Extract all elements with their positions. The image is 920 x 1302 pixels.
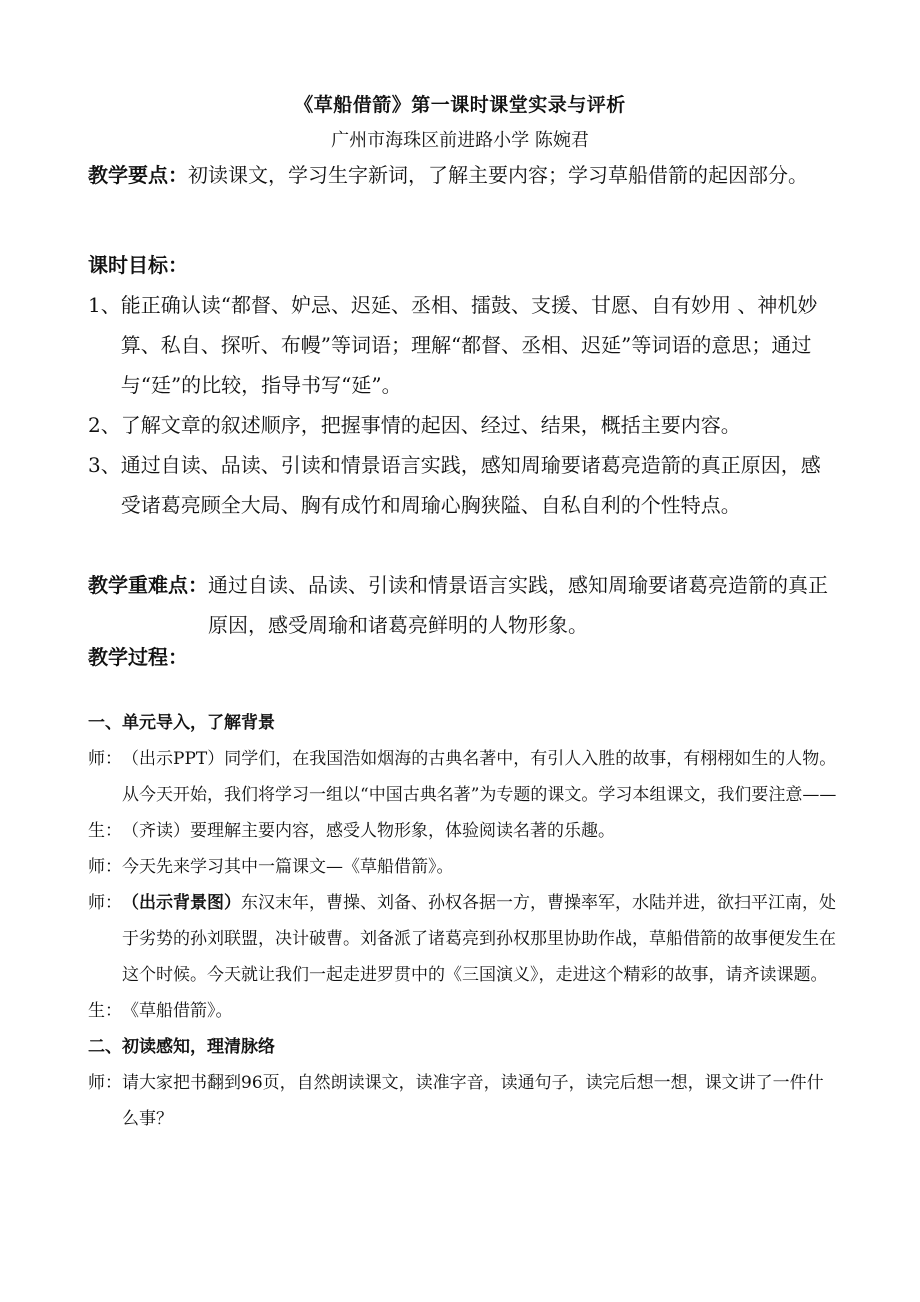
dialog-line <box>88 741 838 813</box>
author-line: 广州市海珠区前进路小学 陈婉君 <box>331 130 589 151</box>
objectives <box>88 245 838 525</box>
objective-text: 了解文章的叙述顺序，把握事情的起因、经过、结果，概括主要内容。 <box>120 413 741 437</box>
dialog-bold-prefix: （出示背景图） <box>122 893 241 913</box>
objective-number: 3、 <box>88 453 121 477</box>
difficulty-label: 教学重难点： <box>88 573 208 597</box>
dialog-line <box>88 885 838 993</box>
dialog-line <box>88 993 838 1029</box>
process-body <box>88 705 838 1137</box>
section-heading-1: 一、单元导入，了解背景 <box>88 713 275 733</box>
dialog-line <box>88 813 838 849</box>
process-heading <box>88 637 838 677</box>
dialog-text: 《草船借箭》。 <box>122 1001 233 1021</box>
objective-number: 2、 <box>88 413 121 437</box>
objective-text: 能正确认读“都督、妒忌、迟延、丞相、擂鼓、支援、甘愿、自有妙用 、神机妙算、私自、探听、布幔”等词语；理解“都督、丞相、迟延”等词语的意思；通过与“廷”的比较，指导书写“延”。 <box>120 293 818 397</box>
speaker: 师： <box>88 1073 122 1093</box>
objective-item <box>88 405 838 445</box>
objective-number: 1、 <box>88 293 121 317</box>
objective-item <box>88 285 838 405</box>
speaker: 生： <box>88 821 122 841</box>
dialog-text <box>122 885 838 993</box>
dialog-body: 东汉末年，曹操、刘备、孙权各据一方，曹操率军，水陆并进，欲扫平江南，处于劣势的孙刘联盟，决计破曹。刘备派了诸葛亮到孙权那里协助作战，草船借箭的故事便发生在这个时候。今天就让我们一起走进罗贯中的《三国演义》，走进这个精彩的故事，请齐读课题。 <box>122 893 836 985</box>
objective-text: 通过自读、品读、引读和情景语言实践，感知周瑜要诸葛亮造箭的真正原因，感受诸葛亮顾全大局、胸有成竹和周瑜心胸狭隘、自私自利的个性特点。 <box>120 453 821 517</box>
objective-item <box>88 445 838 525</box>
speaker: 师： <box>88 857 122 877</box>
speaker: 师： <box>88 749 122 769</box>
speaker: 生： <box>88 1001 122 1021</box>
difficulty-text: 通过自读、品读、引读和情景语言实践，感知周瑜要诸葛亮造箭的真正原因，感受周瑜和诸葛亮鲜明的人物形象。 <box>208 573 828 637</box>
key-points-label: 教学要点： <box>88 163 188 187</box>
dialog-text: 请大家把书翻到96页，自然朗读课文，读准字音，读通句子，读完后想一想，课文讲了一件什么事？ <box>122 1073 824 1129</box>
dialog-text: （出示PPT）同学们，在我国浩如烟海的古典名著中，有引人入胜的故事，有栩栩如生的人物。从今天开始，我们将学习一组以“中国古典名著”为专题的课文。学习本组课文，我们要注意—— <box>122 749 837 805</box>
key-points <box>88 155 838 195</box>
dialog-text: 今天先来学习其中一篇课文—《草船借箭》。 <box>122 857 454 877</box>
dialog-line <box>88 1065 838 1137</box>
dialog-line <box>88 849 838 885</box>
key-points-text: 初读课文，学习生字新词，了解主要内容；学习草船借箭的起因部分。 <box>188 163 808 187</box>
document-title: 《草船借箭》第一课时课堂实录与评析 <box>294 94 626 116</box>
objectives-label: 课时目标： <box>88 253 188 277</box>
process-label: 教学过程： <box>88 645 188 669</box>
dialog-text: （齐读）要理解主要内容，感受人物形象，体验阅读名著的乐趣。 <box>122 821 615 841</box>
section-heading-2: 二、初读感知，理清脉络 <box>88 1037 275 1057</box>
speaker: 师： <box>88 893 122 913</box>
difficulty <box>88 565 838 645</box>
